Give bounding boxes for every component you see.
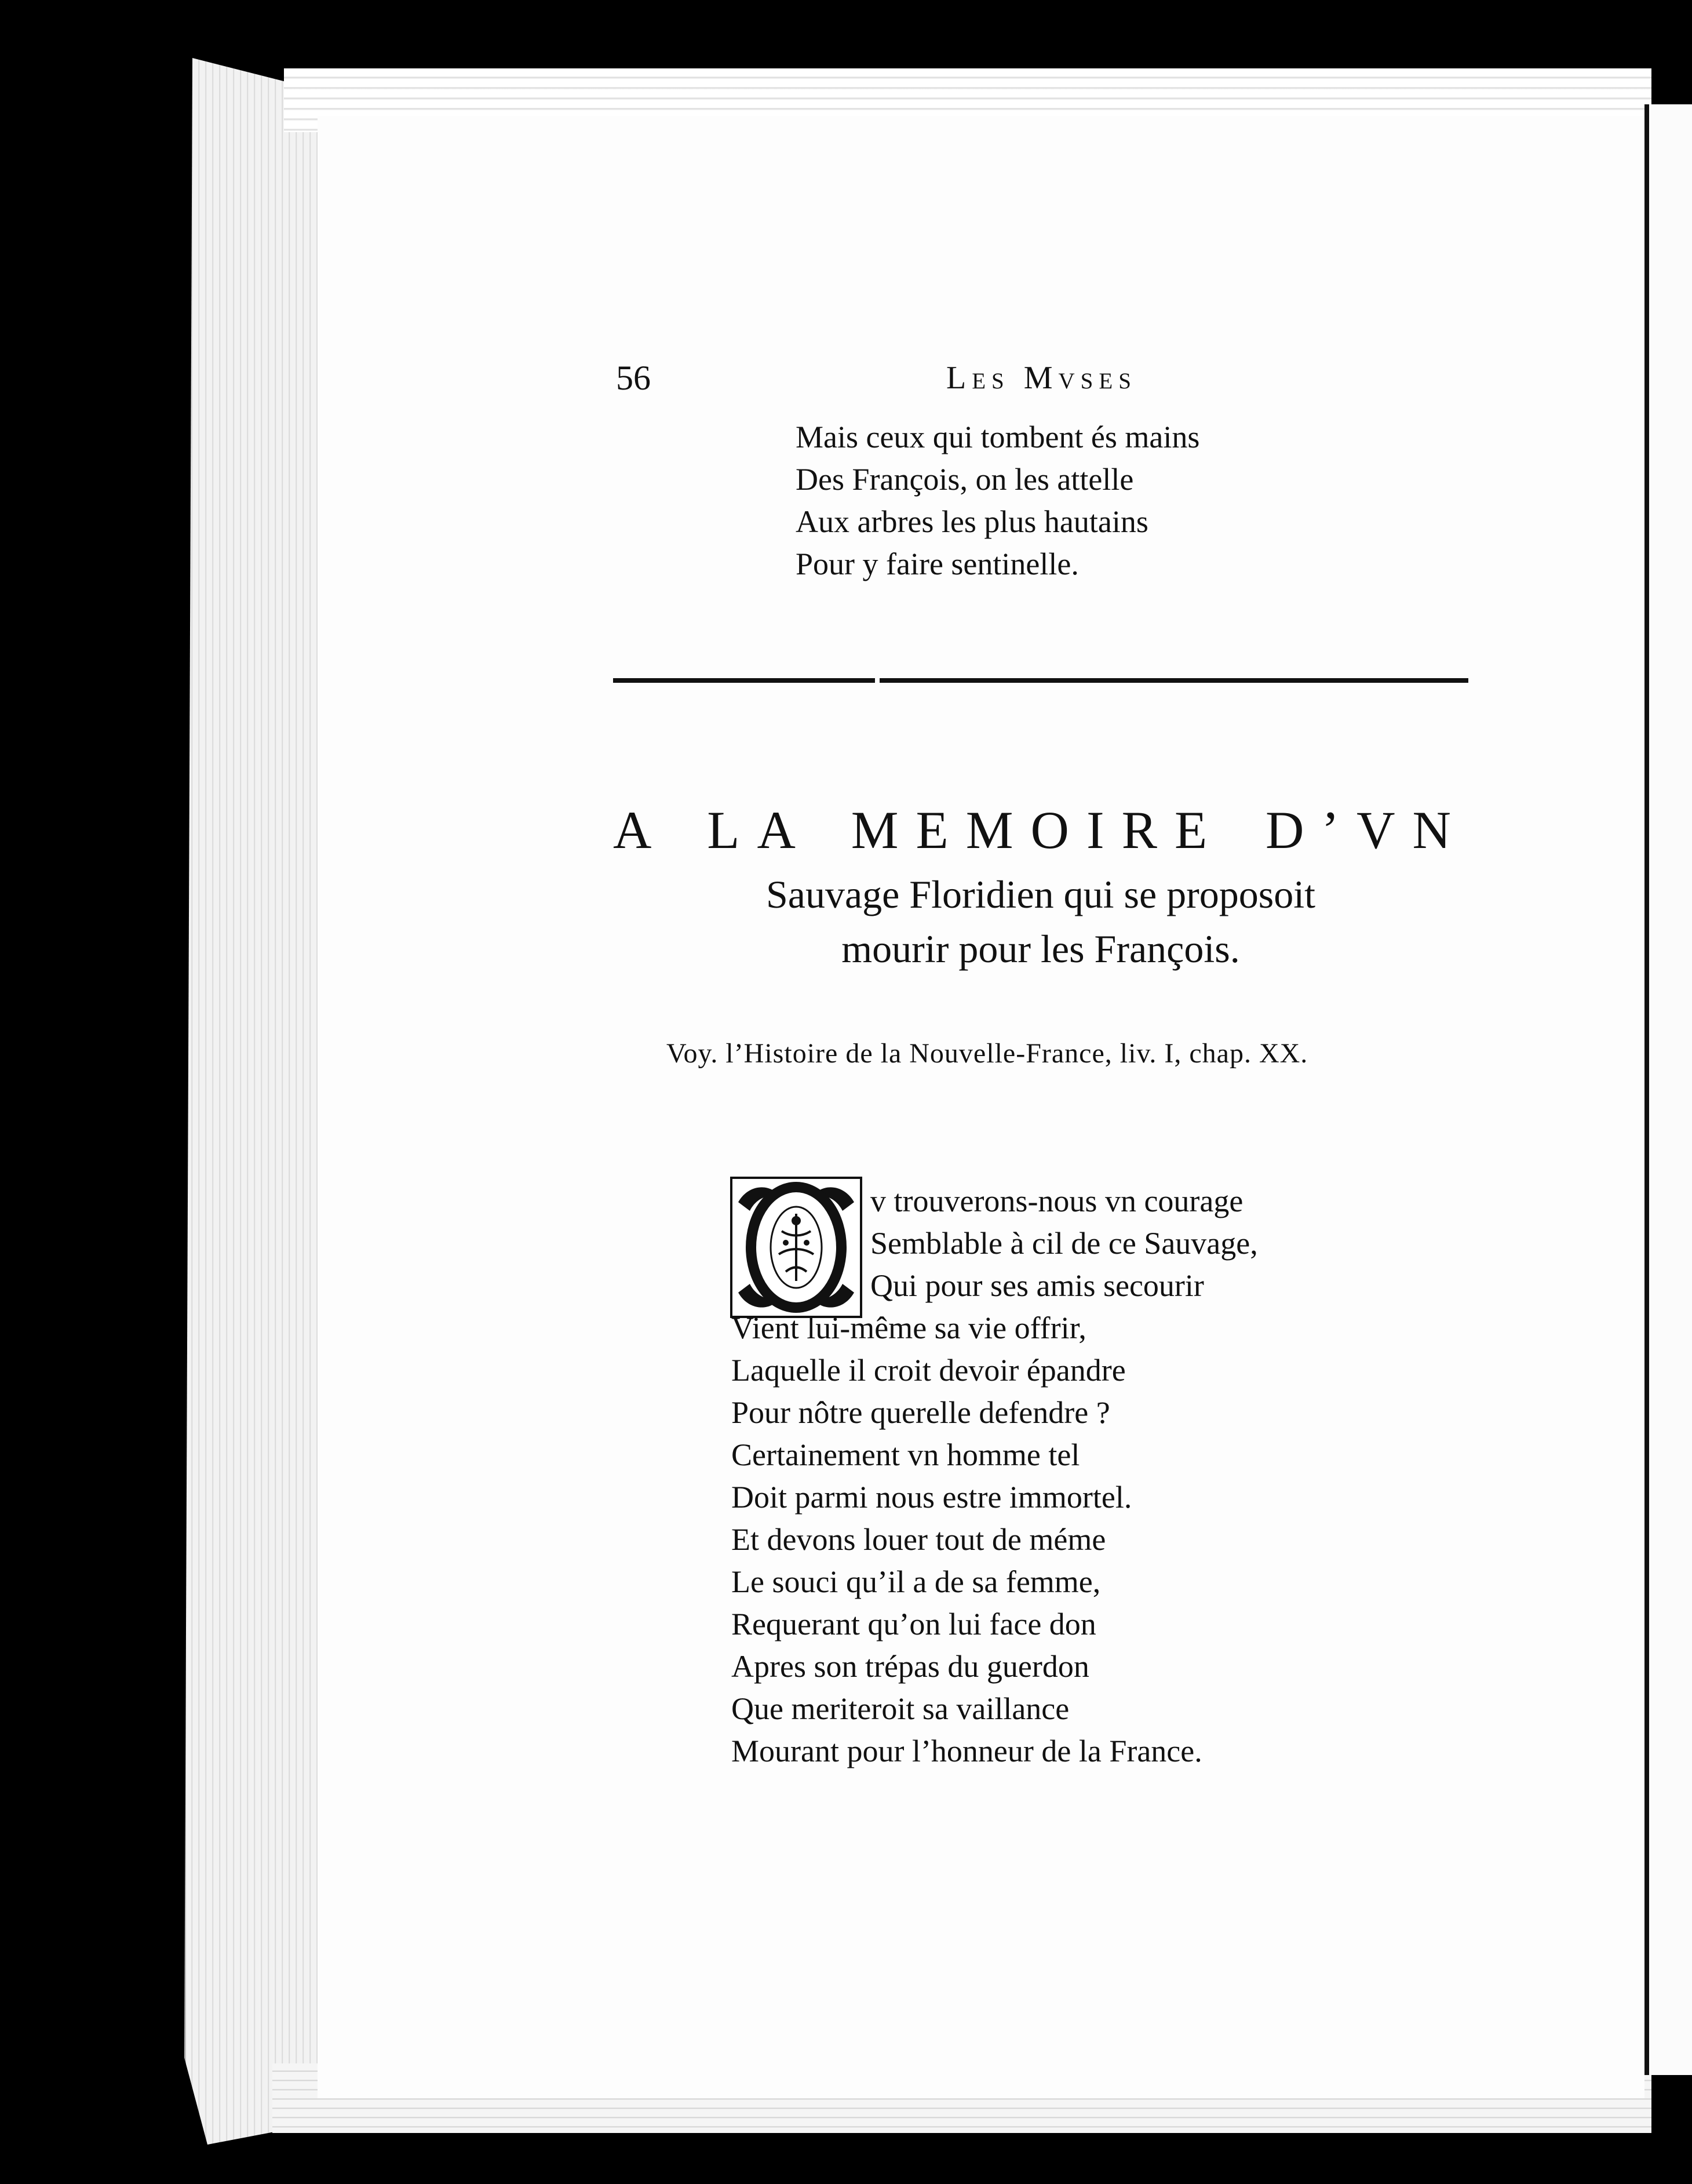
verse-line: Pour y faire sentinelle. [796,547,1079,581]
verse-line: Des François, on les attelle [796,462,1134,497]
verse-line: Mourant pour l’honneur de la France. [731,1734,1202,1768]
book-page-stack [184,58,331,2145]
verse-main [731,1180,1258,1772]
verse-line: Que meriteroit sa vaillance [731,1691,1070,1726]
subtitle-line: mourir pour les François. [841,927,1240,971]
running-head [616,355,1195,401]
verse-line: Laquelle il croit devoir épandre [731,1353,1126,1388]
verse-line: Certainement vn homme tel [731,1437,1080,1472]
verse-line: Vient lui-même sa vie offrir, [731,1311,1086,1345]
section-rule [613,678,1468,683]
poem-subtitle [613,867,1468,976]
verse-line: Mais ceux qui tombent és mains [796,420,1200,454]
source-reference: Voy. l’Histoire de la Nouvelle-France, liv. I, chap. XX. [666,1038,1308,1069]
verse-line: Requerant qu’on lui face don [731,1607,1096,1641]
verse-line: Aux arbres les plus hautains [796,504,1148,539]
section-rule-gap [875,676,880,685]
verse-line: Doit parmi nous estre immortel. [731,1480,1132,1515]
verse-line: Pour nôtre querelle defendre ? [731,1395,1110,1430]
facing-page-edge [1644,104,1692,2075]
book-page [318,116,1644,2098]
verse-line: Le souci qu’il a de sa femme, [731,1564,1101,1599]
subtitle-line: Sauvage Floridien qui se proposoit [765,872,1316,916]
verse-line: Qui pour ses amis secourir [870,1268,1204,1303]
page-number: 56 [616,359,651,397]
verse-line: Apres son trépas du guerdon [731,1649,1089,1684]
verse-top [796,416,1199,585]
verse-line: v trouverons-nous vn courage [870,1184,1244,1218]
verse-line: Semblable à cil de ce Sauvage, [870,1226,1258,1261]
running-title: Les Mvses [946,360,1137,396]
poem-title: A LA MEMOIRE D’VN [613,800,1468,860]
verse-line: Et devons louer tout de méme [731,1522,1106,1557]
